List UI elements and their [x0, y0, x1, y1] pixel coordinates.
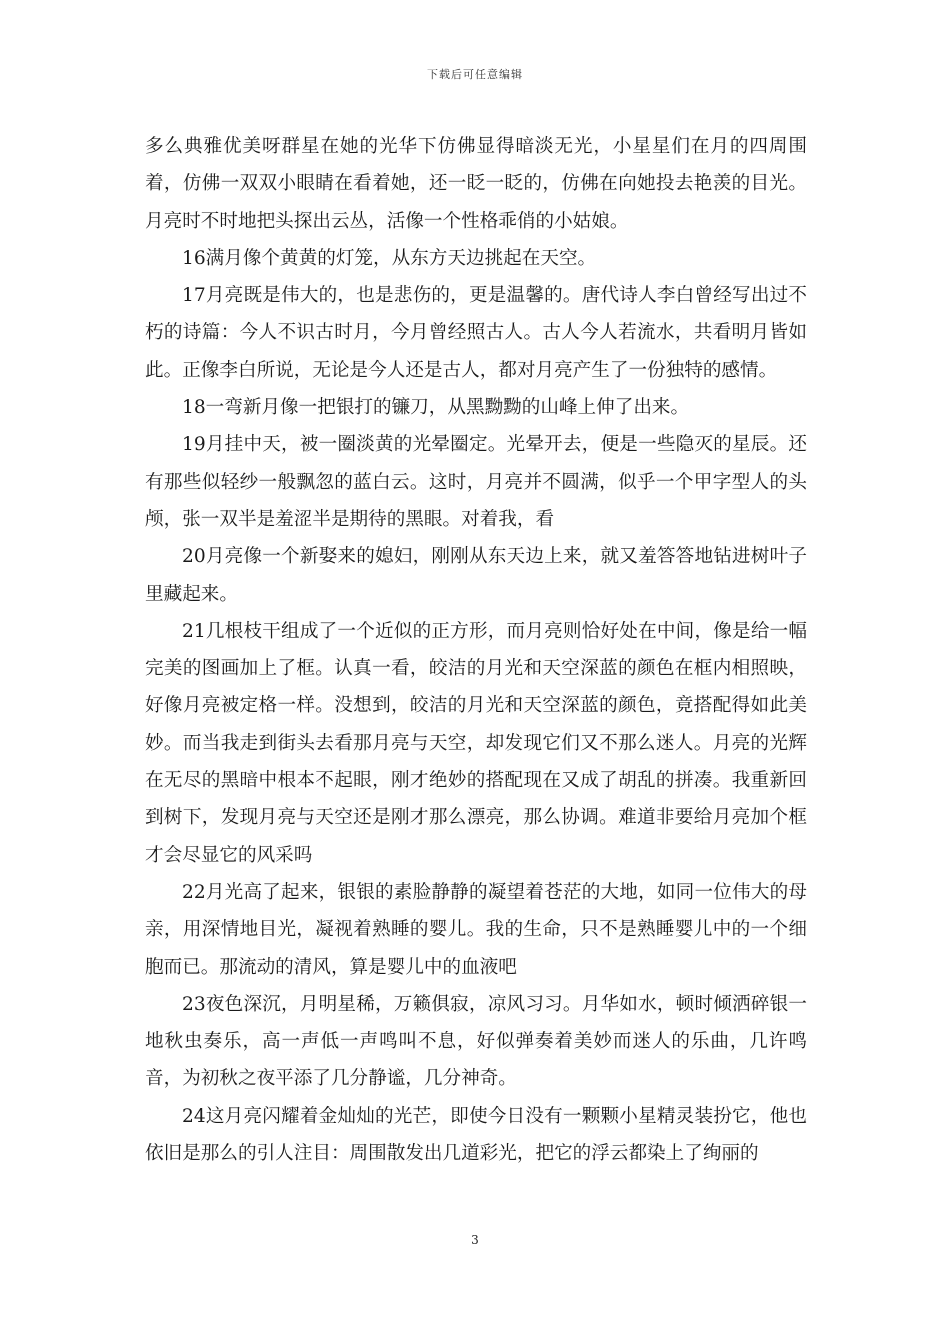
page-number: 3: [471, 1233, 479, 1247]
paragraph-20: 20月亮像一个新娶来的媳妇，刚刚从东天边上来，就又羞答答地钻进树叶子里藏起来。: [145, 546, 807, 605]
paragraph-22: 22月光高了起来，银银的素脸静静的凝望着苍茫的大地，如同一位伟大的母亲，用深情地目光，凝视着熟睡的婴儿。我的生命，只不是熟睡婴儿中的一个细胞而已。那流动的清风，算是婴儿中的血液吧: [145, 881, 807, 978]
paragraph-19: 19月挂中天，被一圈淡黄的光晕圈定。光晕开去，便是一些隐灭的星辰。还有那些似轻纱一般飘忽的蓝白云。这时，月亮并不圆满，似乎一个甲字型人的头颅，张一双半是羞涩半是期待的黑眼。对着我，看: [145, 434, 807, 530]
paragraph-21: 21几根枝干组成了一个近似的正方形，而月亮则恰好处在中间，像是给一幅完美的图画加上了框。认真一看，皎洁的月光和天空深蓝的颜色在框内相照映，好像月亮被定格一样。没想到，皎洁的月光和天空深蓝的颜色，竟搭配得如此美妙。而当我走到街头去看那月亮与天空，却发现它们又不那么迷人。月亮的光辉在无尽的黑暗中根本不起眼，刚才绝妙的搭配现在又成了胡乱的拼凑。我重新回到树下，发现月亮与天空还是刚才那么漂亮，那么协调。难道非要给月亮加个框才会尽显它的风采吗: [145, 620, 807, 866]
paragraph-18: 18一弯新月像一把银打的镰刀，从黑黝黝的山峰上伸了出来。: [182, 397, 690, 419]
paragraph-23: 23夜色深沉，月明星稀，万籁俱寂，凉风习习。月华如水，顿时倾洒碎银一地秋虫奏乐，高一声低一声鸣叫不息，好似弹奏着美妙而迷人的乐曲，几许鸣音，为初秋之夜平添了几分静谧，几分神奇。: [145, 993, 807, 1090]
document-body: [145, 128, 807, 1172]
paragraph-24: 24这月亮闪耀着金灿灿的光芒，即使今日没有一颗颗小星精灵装扮它，他也依旧是那么的引人注目：周围散发出几道彩光，把它的浮云都染上了绚丽的: [145, 1105, 807, 1165]
paragraph-16: 16满月像个黄黄的灯笼，从东方天边挑起在天空。: [182, 247, 597, 269]
page-header: 下载后可任意编辑: [427, 68, 523, 81]
paragraph-continuation: 多么典雅优美呀群星在她的光华下仿佛显得暗淡无光，小星星们在月的四周围着，仿佛一双双小眼睛在看着她，还一眨一眨的，仿佛在向她投去艳羡的目光。月亮时不时地把头探出云丛，活像一个性格乖俏的小姑娘。: [145, 136, 807, 232]
paragraph-17: 17月亮既是伟大的，也是悲伤的，更是温馨的。唐代诗人李白曾经写出过不朽的诗篇：今人不识古时月，今月曾经照古人。古人今人若流水，共看明月皆如此。正像李白所说，无论是今人还是古人，都对月亮产生了一份独特的感情。: [145, 285, 807, 381]
